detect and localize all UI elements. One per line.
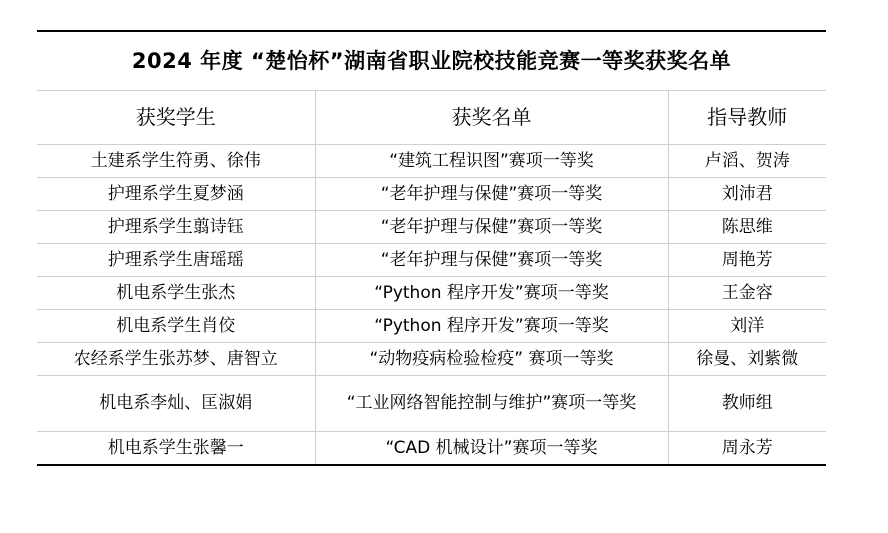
header-student: 获奖学生 <box>37 91 315 145</box>
table-row <box>37 432 826 466</box>
cell-teacher: 卢滔、贺涛 <box>668 145 826 178</box>
table-row <box>37 145 826 178</box>
cell-student: 机电系学生肖佼 <box>37 310 315 343</box>
cell-award: “建筑工程识图”赛项一等奖 <box>315 145 668 178</box>
cell-teacher: 徐曼、刘紫微 <box>668 343 826 376</box>
cell-teacher: 周艳芳 <box>668 244 826 277</box>
table-row <box>37 277 826 310</box>
cell-award: “工业网络智能控制与维护”赛项一等奖 <box>315 376 668 432</box>
cell-teacher: 陈思维 <box>668 211 826 244</box>
table-row <box>37 310 826 343</box>
header-row <box>37 91 826 145</box>
title-row <box>37 31 826 91</box>
cell-teacher: 刘洋 <box>668 310 826 343</box>
cell-student: 护理系学生翦诗钰 <box>37 211 315 244</box>
table-title: 2024 年度 “楚怡杯”湖南省职业院校技能竞赛一等奖获奖名单 <box>37 31 826 91</box>
cell-student: 机电系学生张杰 <box>37 277 315 310</box>
cell-student: 机电系学生张馨一 <box>37 432 315 466</box>
cell-teacher: 教师组 <box>668 376 826 432</box>
header-teacher: 指导教师 <box>668 91 826 145</box>
table-row <box>37 178 826 211</box>
table-row <box>37 376 826 432</box>
cell-award: “Python 程序开发”赛项一等奖 <box>315 310 668 343</box>
cell-award: “老年护理与保健”赛项一等奖 <box>315 178 668 211</box>
cell-award: “Python 程序开发”赛项一等奖 <box>315 277 668 310</box>
cell-student: 土建系学生符勇、徐伟 <box>37 145 315 178</box>
cell-award: “老年护理与保健”赛项一等奖 <box>315 244 668 277</box>
table-row <box>37 211 826 244</box>
cell-student: 机电系李灿、匡淑娟 <box>37 376 315 432</box>
award-table <box>37 30 826 466</box>
cell-award: “动物疫病检验检疫” 赛项一等奖 <box>315 343 668 376</box>
header-award: 获奖名单 <box>315 91 668 145</box>
cell-student: 护理系学生夏梦涵 <box>37 178 315 211</box>
cell-award: “CAD 机械设计”赛项一等奖 <box>315 432 668 466</box>
cell-teacher: 周永芳 <box>668 432 826 466</box>
cell-teacher: 王金容 <box>668 277 826 310</box>
table-row <box>37 343 826 376</box>
cell-award: “老年护理与保健”赛项一等奖 <box>315 211 668 244</box>
table-row <box>37 244 826 277</box>
cell-student: 护理系学生唐瑶瑶 <box>37 244 315 277</box>
cell-student: 农经系学生张苏梦、唐智立 <box>37 343 315 376</box>
cell-teacher: 刘沛君 <box>668 178 826 211</box>
